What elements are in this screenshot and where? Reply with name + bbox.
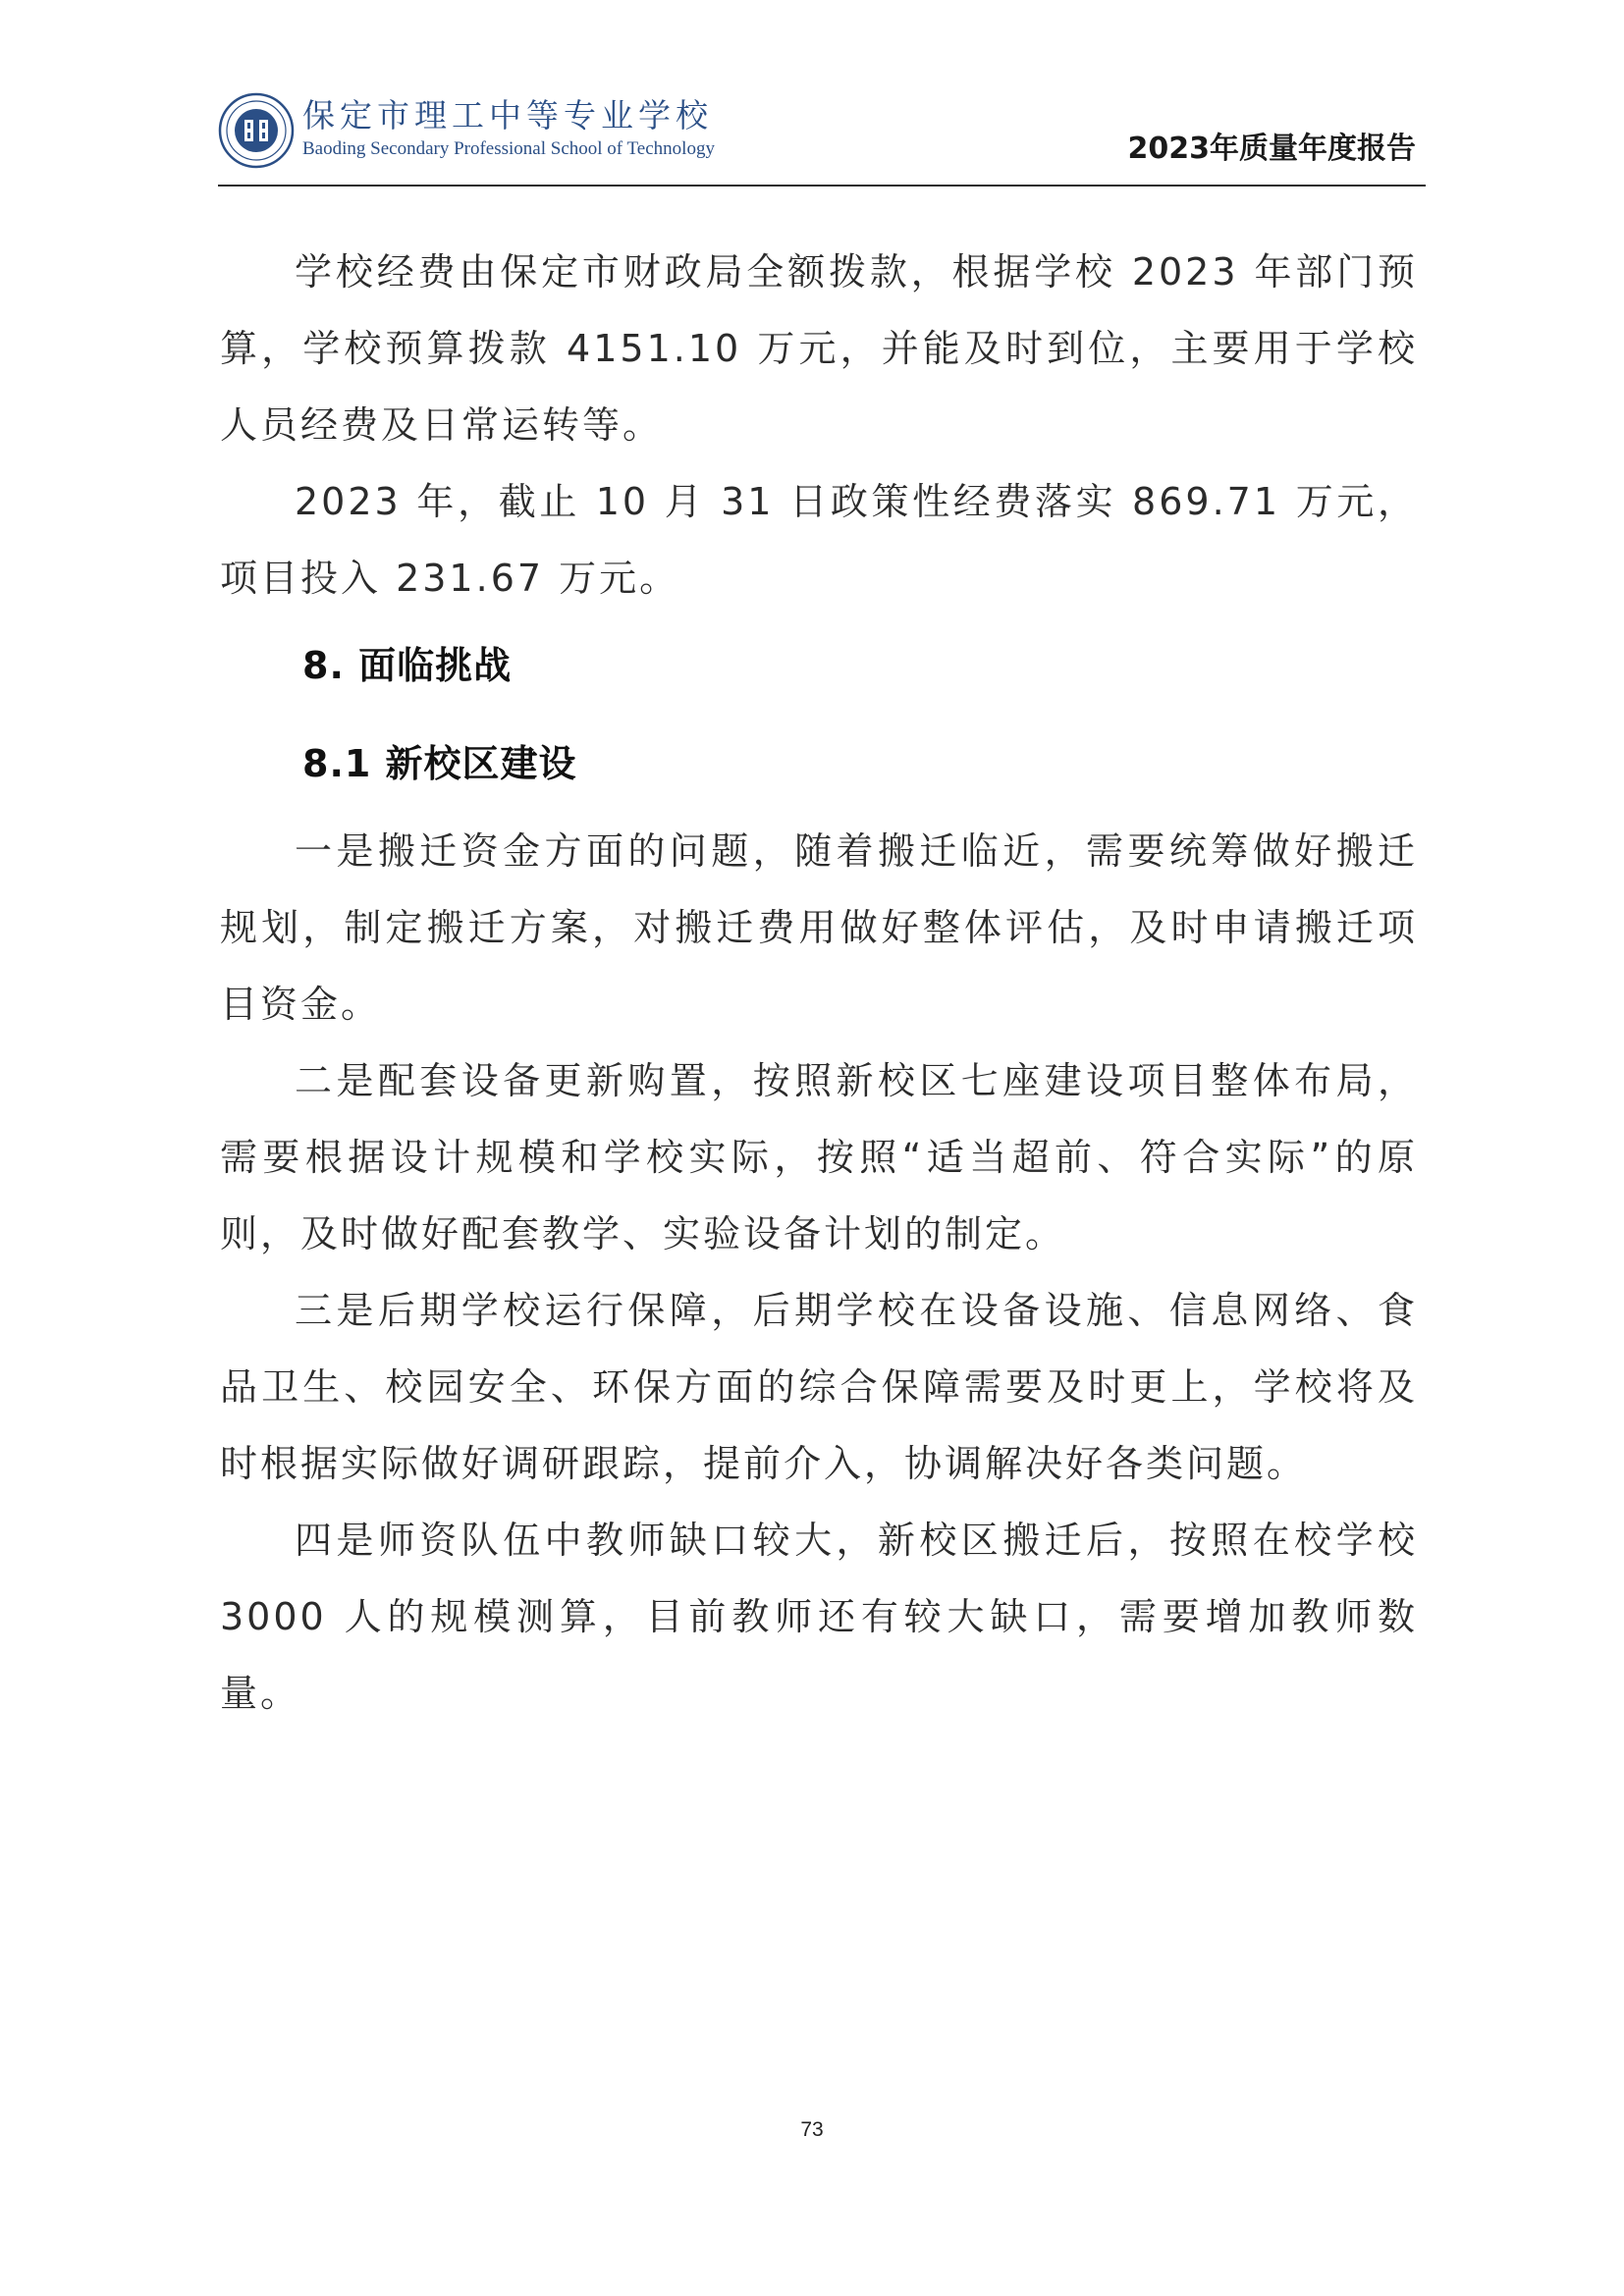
report-title: 2023年质量年度报告	[1127, 132, 1416, 166]
school-name-en: Baoding Secondary Professional School of Technology	[302, 138, 715, 159]
school-name-cn: 保定市理工中等专业学校	[302, 96, 713, 134]
school-logo-text	[302, 96, 715, 161]
section-heading-challenges: 8. 面临挑战	[302, 644, 513, 687]
paragraph-teachers: 四是师资队伍中教师缺口较大，新校区搬迁后，按照在校学校 3000 人的规模测算，目前教师还有较大缺口，需要增加教师数量。	[220, 1519, 1418, 1715]
paragraph-relocation-funds: 一是搬迁资金方面的问题，随着搬迁临近，需要统筹做好搬迁规划，制定搬迁方案，对搬迁费用做好整体评估，及时申请搬迁项目资金。	[220, 829, 1418, 1026]
main-content	[220, 234, 1418, 1732]
subsection-heading-new-campus: 8.1 新校区建设	[302, 742, 577, 785]
paragraph-equipment: 二是配套设备更新购置，按照新校区七座建设项目整体布局，需要根据设计规模和学校实际，按照“适当超前、符合实际”的原则，及时做好配套教学、实验设备计划的制定。	[220, 1059, 1418, 1255]
page-header	[218, 88, 1426, 185]
school-emblem-icon	[218, 92, 295, 169]
page-number: 73	[800, 2118, 824, 2141]
paragraph-operations: 三是后期学校运行保障，后期学校在设备设施、信息网络、食品卫生、校园安全、环保方面的综合保障需要及时更上，学校将及时根据实际做好调研跟踪，提前介入，协调解决好各类问题。	[220, 1289, 1418, 1485]
header-divider	[218, 185, 1426, 187]
paragraph-funding: 学校经费由保定市财政局全额拨款，根据学校 2023 年部门预算，学校预算拨款 4151.10 万元，并能及时到位，主要用于学校人员经费及日常运转等。	[220, 250, 1418, 447]
paragraph-policy-funds: 2023 年，截止 10 月 31 日政策性经费落实 869.71 万元，项目投入 231.67 万元。	[220, 480, 1418, 600]
